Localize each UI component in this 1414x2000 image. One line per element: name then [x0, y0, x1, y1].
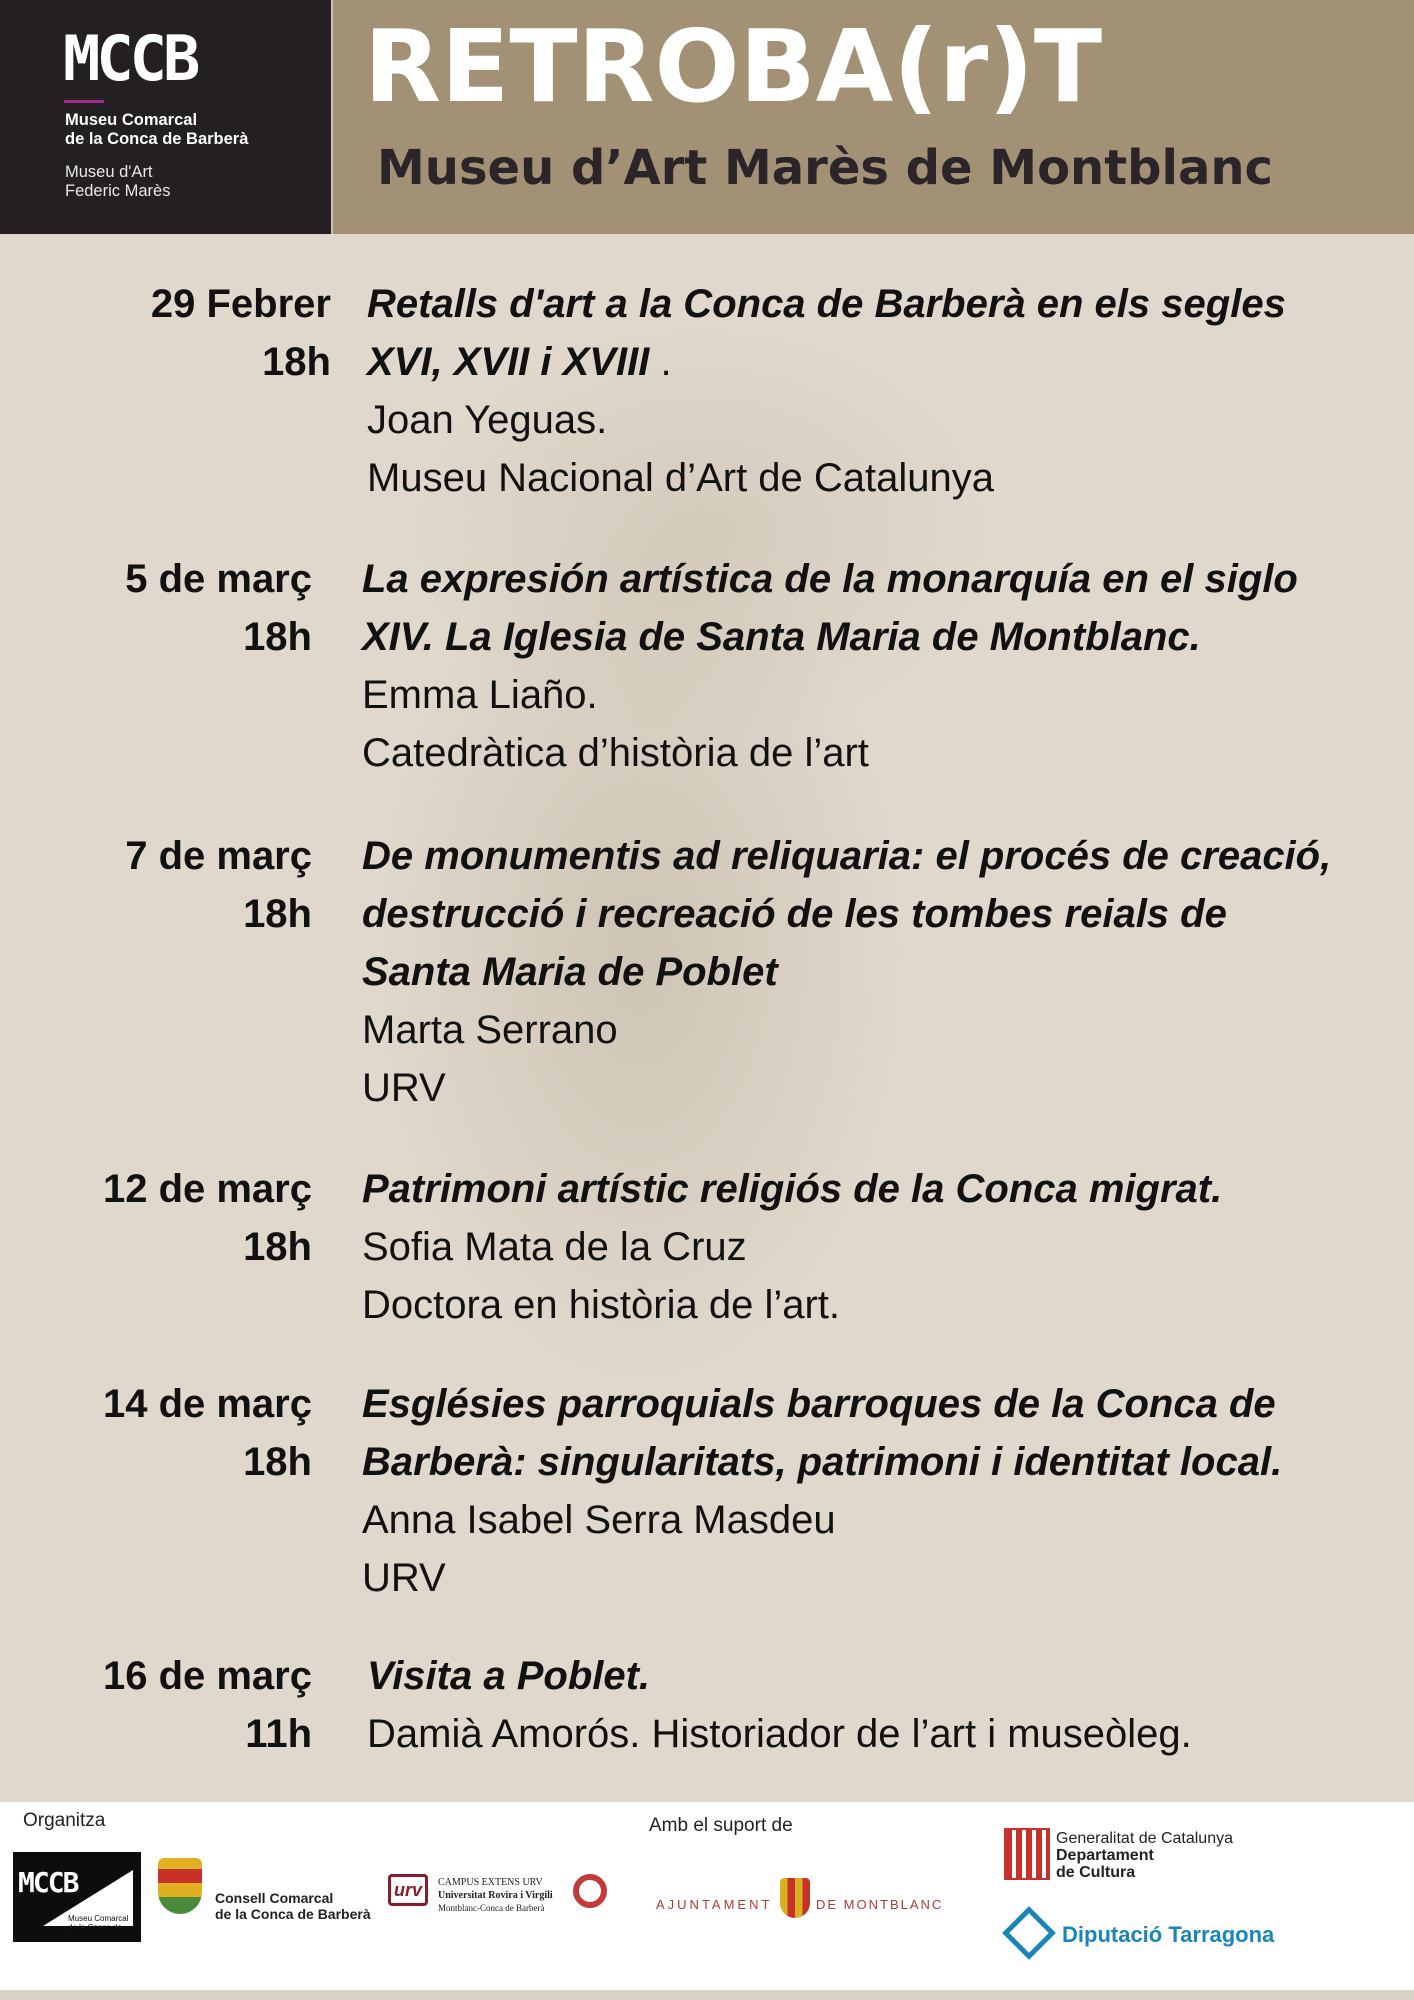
event-title-text: La expresión artística de la monarquía en el siglo [362, 557, 1298, 601]
event-datetime [103, 1160, 312, 1276]
event-title-line [367, 333, 1286, 391]
mccb-footer-logo-text: MCCB [18, 1866, 78, 1899]
event-date: 12 de març [102, 1167, 312, 1211]
event-date: 14 de març [102, 1382, 312, 1426]
museum-subname [65, 163, 170, 201]
urv-campus-logo [438, 1876, 553, 1915]
mccb-logo-block [0, 0, 331, 234]
poster-header [0, 0, 1414, 234]
event-title-text: XVI, XVII i XVIII [367, 340, 650, 384]
mccb-logo: MCCB [63, 22, 197, 95]
museum-subname-line1: Museu d'Art [65, 163, 153, 181]
event-datetime [103, 1647, 312, 1763]
event-affiliation: Catedràtica d’història de l’art [362, 731, 869, 775]
event-speaker: Joan Yeguas. [367, 398, 608, 442]
event-title-line [362, 1433, 1282, 1491]
event-speaker: Marta Serrano [362, 1008, 618, 1052]
event-title-line [362, 608, 1298, 666]
event-datetime [125, 550, 312, 666]
event-affiliation: URV [362, 1066, 446, 1110]
event-title-line [367, 275, 1286, 333]
diputacio-diamond-icon [1002, 1906, 1056, 1960]
event-time: 18h [262, 340, 331, 384]
ajuntament-right-text: DE MONTBLANC [816, 1897, 944, 1912]
event-details [362, 1160, 1222, 1334]
title-block [331, 0, 1414, 234]
mccb-footer-logo-small [68, 1914, 141, 1941]
bottom-strip [0, 1990, 1414, 2000]
generalitat-line3: de Cultura [1056, 1864, 1136, 1881]
event-date: 16 de març [102, 1654, 312, 1698]
event-speaker: Emma Liaño. [362, 673, 598, 717]
event-date: 29 Febrer [150, 282, 331, 326]
consell-line1: Consell Comarcal [215, 1890, 334, 1906]
event-speaker: Damià Amorós. Historiador de l’art i museòleg. [367, 1712, 1192, 1756]
organitza-label: Organitza [23, 1810, 106, 1831]
urv-logo-icon: urv [388, 1874, 428, 1906]
generalitat-line2: Departament [1056, 1847, 1154, 1864]
sponsors-footer [0, 1802, 1414, 2000]
consell-shield-icon [158, 1858, 202, 1914]
museum-subname-line2: Federic Marès [65, 182, 171, 200]
urv-swirl-icon [573, 1874, 607, 1908]
event-affiliation: URV [362, 1556, 446, 1600]
mccb-footer-small-2: de la Conca de Barberà [68, 1923, 122, 1941]
event-title-line [362, 943, 1331, 1001]
event-details [367, 275, 1286, 507]
event-title-line [362, 827, 1331, 885]
consell-line2: de la Conca de Barberà [215, 1906, 371, 1922]
event-title-text: Patrimoni artístic religiós de la Conca migrat. [362, 1167, 1223, 1211]
generalitat-logo [1056, 1830, 1233, 1881]
suport-label: Amb el suport de [649, 1815, 793, 1836]
poster-subtitle: Museu d’Art Marès de Montblanc [377, 140, 1273, 196]
logo-accent-bar [64, 100, 104, 103]
event-speaker: Sofia Mata de la Cruz [362, 1225, 747, 1269]
event-title-suffix: . [649, 340, 672, 384]
diputacio-logo: Diputació Tarragona [1062, 1922, 1275, 1947]
mccb-footer-logo [13, 1852, 141, 1942]
event-title-line [362, 1160, 1222, 1218]
event-details [362, 550, 1298, 782]
mccb-footer-small-1: Museu Comarcal [68, 1914, 129, 1923]
event-datetime [103, 1375, 312, 1491]
event-date: 5 de març [125, 557, 312, 601]
event-title-text: XIV. La Iglesia de Santa Maria de Montblanc. [362, 615, 1201, 659]
event-title-text: Santa Maria de Poblet [362, 950, 778, 994]
event-datetime [125, 827, 312, 943]
event-title-line [362, 1375, 1282, 1433]
museum-name-line2: de la Conca de Barberà [65, 130, 249, 148]
urv-line3: Montblanc-Conca de Barberà [438, 1903, 545, 1913]
event-time: 18h [243, 1225, 312, 1269]
event-title-text: Retalls d'art a la Conca de Barberà en els segles [367, 282, 1286, 326]
event-title-text: destrucció i recreació de les tombes reials de [362, 892, 1227, 936]
montblanc-shield-icon [780, 1878, 810, 1918]
urv-line2: Universitat Rovira i Virgili [438, 1890, 553, 1901]
event-details [362, 827, 1331, 1117]
event-title-text: Barberà: singularitats, patrimoni i identitat local. [362, 1440, 1283, 1484]
event-title-text: Visita a Poblet. [367, 1654, 651, 1698]
event-title-line [362, 885, 1331, 943]
event-details [367, 1647, 1192, 1763]
ajuntament-left-text: AJUNTAMENT [656, 1897, 773, 1912]
event-time: 18h [243, 615, 312, 659]
event-details [362, 1375, 1282, 1607]
poster-title: RETROBA(r)T [364, 8, 1103, 125]
event-affiliation: Doctora en història de l’art. [362, 1283, 841, 1327]
event-date: 7 de març [125, 834, 312, 878]
event-speaker: Anna Isabel Serra Masdeu [362, 1498, 836, 1542]
urv-line1: CAMPUS EXTENS URV [438, 1877, 543, 1888]
event-time: 18h [243, 892, 312, 936]
event-title-line [362, 550, 1298, 608]
museum-name [65, 111, 248, 149]
event-title-line [367, 1647, 1192, 1705]
generalitat-line1: Generalitat de Catalunya [1056, 1830, 1233, 1847]
event-time: 11h [245, 1712, 312, 1756]
generalitat-stripes-icon [1004, 1828, 1050, 1880]
event-time: 18h [243, 1440, 312, 1484]
event-affiliation: Museu Nacional d’Art de Catalunya [367, 456, 995, 500]
event-title-text: De monumentis ad reliquaria: el procés de creació, [362, 834, 1332, 878]
event-title-text: Esglésies parroquials barroques de la Conca de [362, 1382, 1276, 1426]
event-datetime [151, 275, 331, 391]
museum-name-line1: Museu Comarcal [65, 111, 198, 129]
consell-comarcal-logo [215, 1890, 371, 1922]
